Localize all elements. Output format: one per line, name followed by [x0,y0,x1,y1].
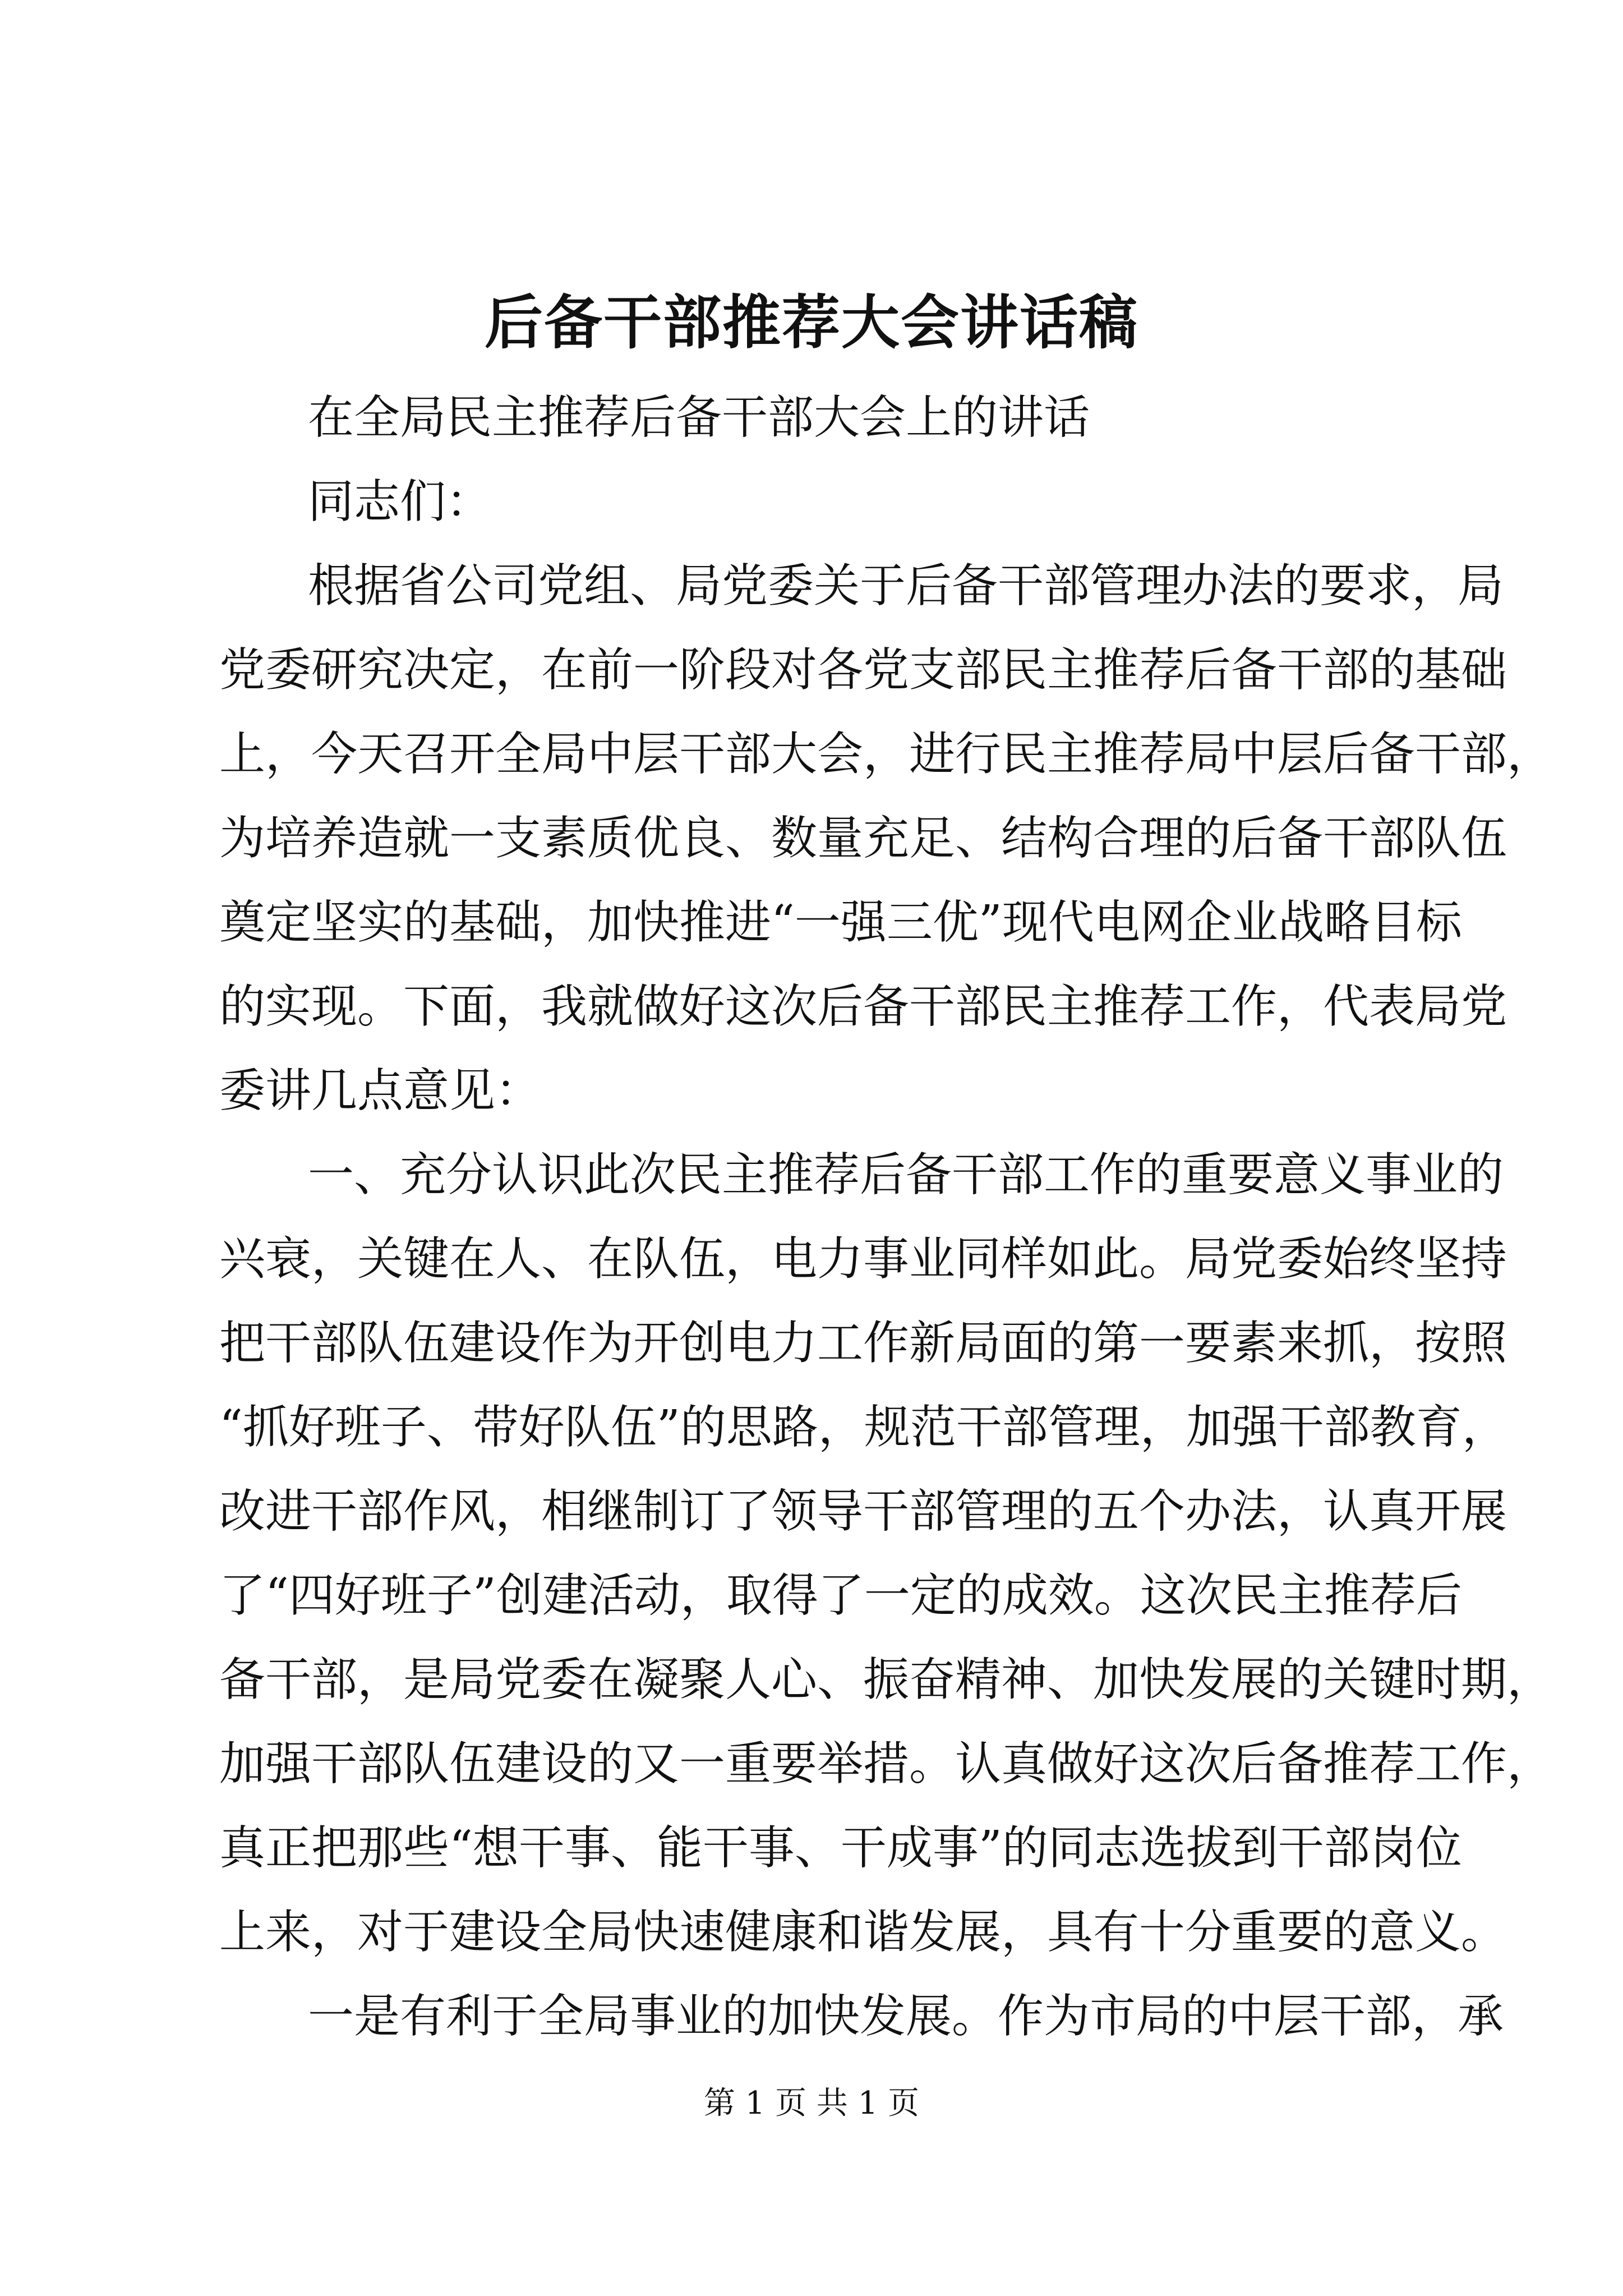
document-title: 后备干部推荐大会讲话稿 [484,288,1138,357]
page-footer: 第 1 页 共 1 页 [703,2085,920,2122]
salutation: 同志们： [308,475,492,528]
paragraph-line: 奠定坚实的基础，加快推进“一强三优”现代电网企业战略目标 [219,896,1462,949]
paragraph-line: 兴衰，关键在人、在队伍，电力事业同样如此。局党委始终坚持 [219,1232,1507,1286]
paragraph-line: 备干部，是局党委在凝聚人心、振奋精神、加快发展的关键时期， [219,1653,1553,1706]
paragraph-line: 一是有利于全局事业的加快发展。作为市局的中层干部，承 [308,1990,1504,2043]
paragraph-line: 委讲几点意见： [219,1064,542,1117]
paragraph-line: 上，今天召开全局中层干部大会，进行民主推荐局中层后备干部， [219,728,1553,781]
paragraph-line: 的实现。下面，我就做好这次后备干部民主推荐工作，代表局党 [219,980,1507,1033]
paragraph-line: 真正把那些“想干事、能干事、干成事”的同志选拔到干部岗位 [219,1821,1462,1875]
paragraph-line: 党委研究决定，在前一阶段对各党支部民主推荐后备干部的基础 [219,643,1507,697]
paragraph-line: 加强干部队伍建设的又一重要举措。认真做好这次后备推荐工作， [219,1737,1553,1791]
paragraph-line: 上来，对于建设全局快速健康和谐发展，具有十分重要的意义。 [219,1906,1507,1959]
paragraph-line: “抓好班子、带好队伍”的思路，规范干部管理，加强干部教育， [219,1401,1508,1454]
paragraph-line: 为培养造就一支素质优良、数量充足、结构合理的后备干部队伍 [219,812,1507,865]
paragraph-line: 根据省公司党组、局党委关于后备干部管理办法的要求，局 [308,559,1504,613]
paragraph-line: 了“四好班子”创建活动，取得了一定的成效。这次民主推荐后 [219,1569,1462,1622]
paragraph-line: 一、充分认识此次民主推荐后备干部工作的重要意义事业的 [308,1148,1504,1202]
paragraph-line: 把干部队伍建设作为开创电力工作新局面的第一要素来抓，按照 [219,1317,1507,1370]
subtitle: 在全局民主推荐后备干部大会上的讲话 [308,391,1090,444]
paragraph-line: 改进干部作风，相继制订了领导干部管理的五个办法，认真开展 [219,1485,1507,1538]
